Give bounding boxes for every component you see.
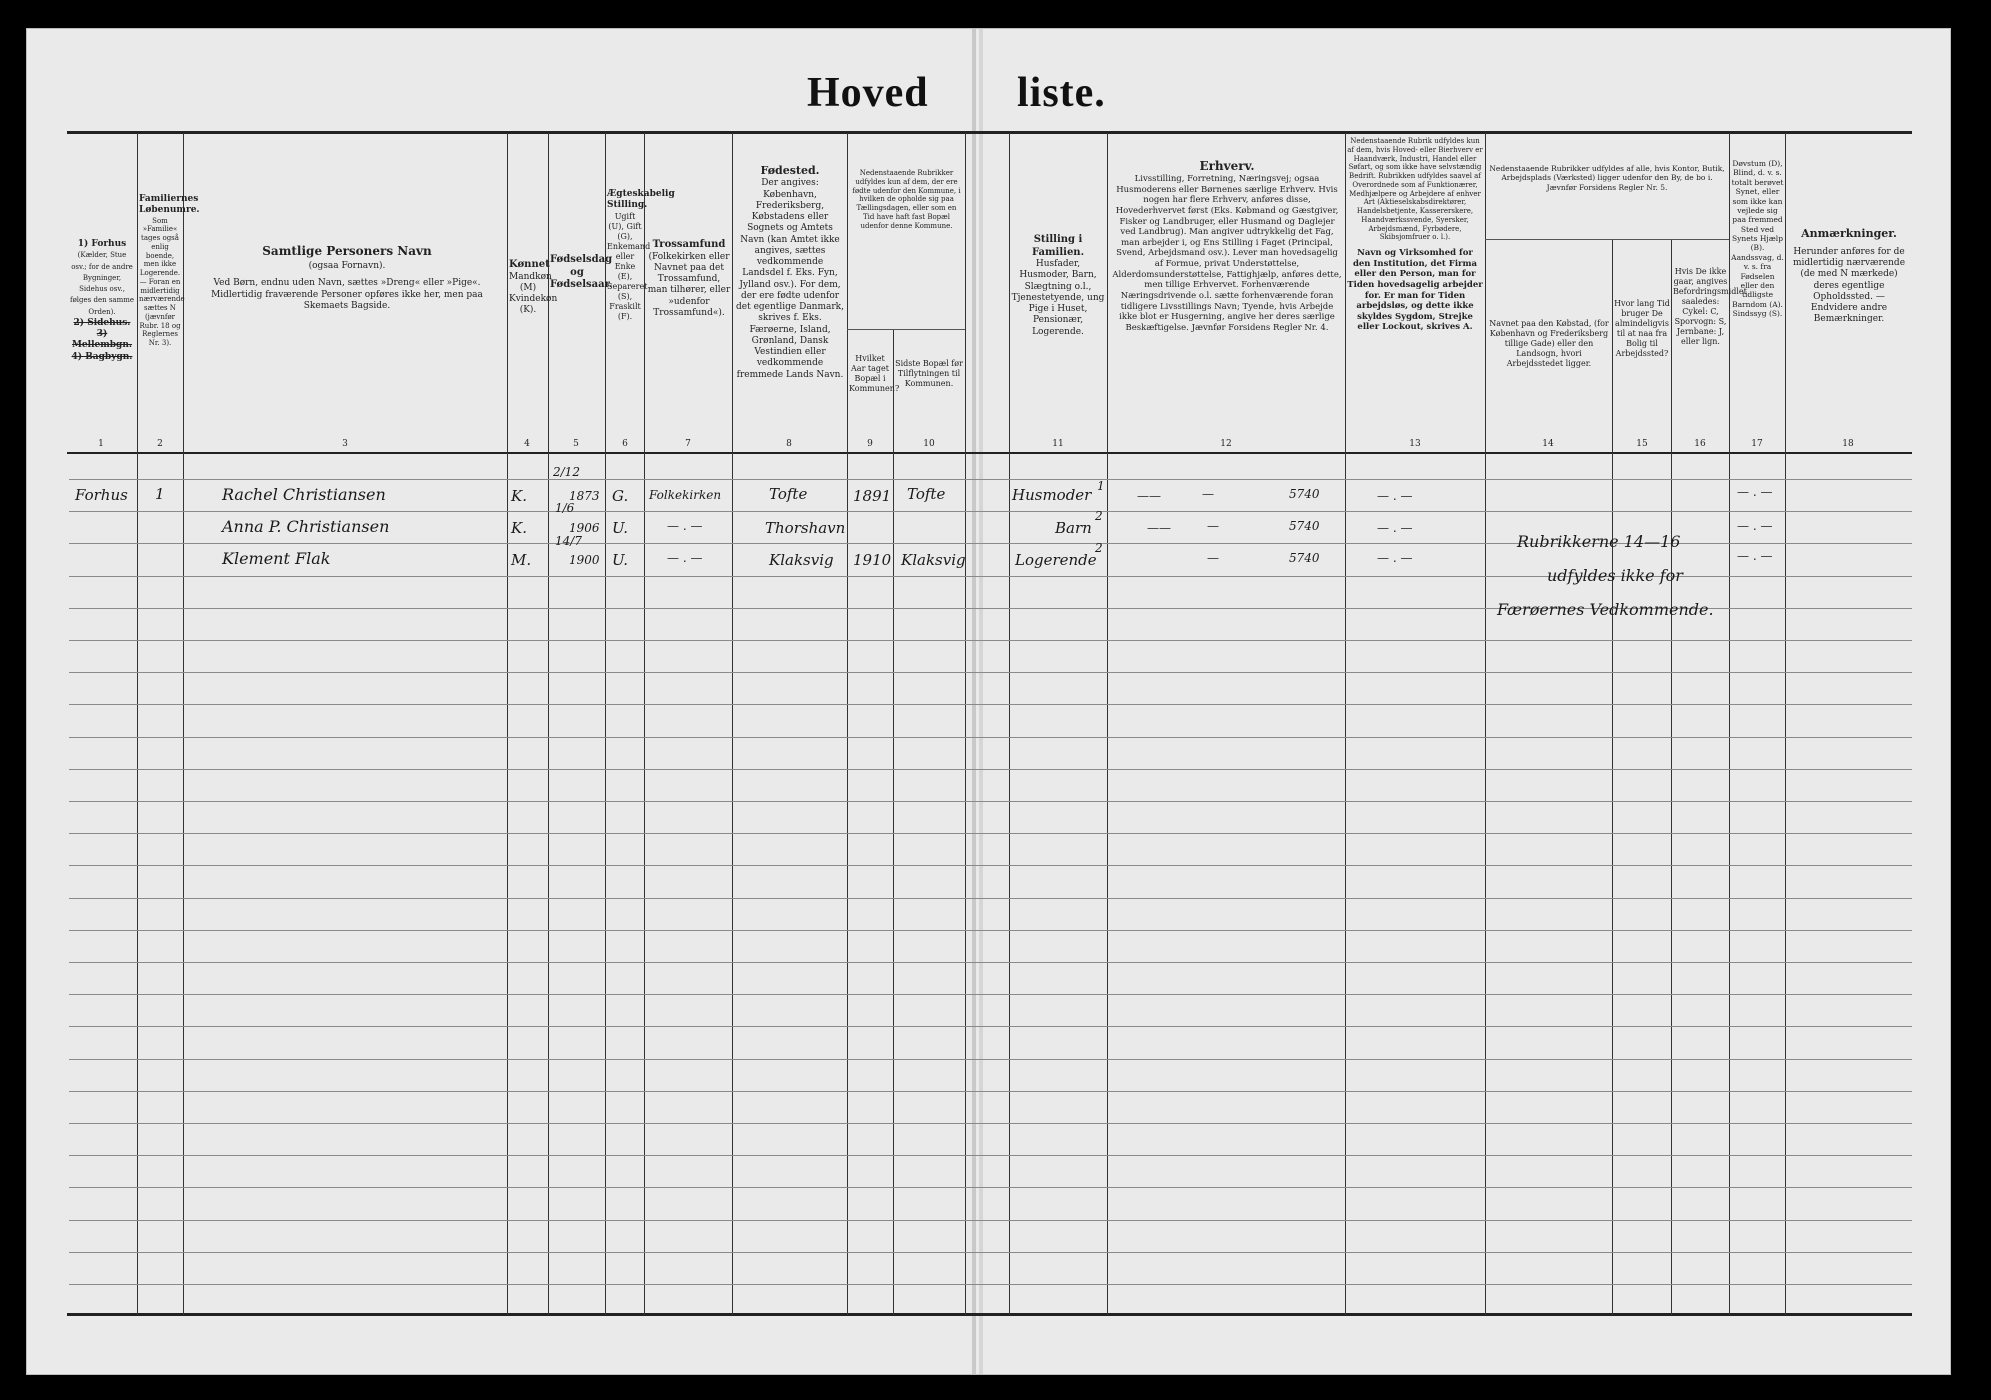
row3-faith: — . —	[667, 551, 703, 565]
column-number: 4	[524, 439, 530, 449]
column-number: 8	[786, 439, 792, 449]
ruled-line	[69, 930, 1912, 931]
header-c1: 1) Forhus (Kælder, Stue osv.; for de andre Bygninger, Sidehus osv., følges den samme Orden). 2) Sidehus. 3) Mellembgn. 4) Bagbygn.	[69, 239, 135, 362]
row3-birthyear: 1900	[569, 553, 600, 567]
ruled-line	[69, 994, 1912, 995]
row2-birthday: 1/6	[555, 501, 575, 515]
header-c4: Kønnet Mandkøn (M) Kvindekøn (K).	[509, 259, 558, 316]
row3-sex: M.	[511, 551, 532, 569]
subheader-rule	[847, 329, 965, 330]
row1-disability: — . —	[1737, 485, 1773, 499]
ruled-line	[69, 1187, 1912, 1188]
note-line-3: Færøernes Vedkommende.	[1497, 600, 1714, 619]
column-number: 10	[923, 439, 935, 449]
ruled-line	[69, 479, 1912, 480]
row3-name: Klement Flak	[222, 549, 331, 568]
col-divider	[1671, 239, 1672, 1315]
header-c11: Stilling i Familien. Husfader, Husmoder, Barn, Slægtning o.l., Tjenestetyende, ung Pige i Huset, Pensionær, Logerende.	[1011, 234, 1105, 337]
header-c14: Navnet paa den Købstad, (for København og Frederiksberg tillige Gade) eller den Landsogn, hvori Arbejdsstedet ligger.	[1489, 319, 1609, 368]
ruled-line	[69, 1091, 1912, 1092]
title-right: liste.	[1017, 70, 1106, 116]
top-rule	[67, 131, 1912, 134]
row1-occupation-dash: ——	[1137, 489, 1161, 503]
ruled-line	[69, 1059, 1912, 1060]
row2-employer: — . —	[1377, 521, 1413, 535]
ruled-line	[69, 1123, 1912, 1124]
row3-occupation-ditto: —	[1207, 551, 1219, 565]
ruled-line	[69, 737, 1912, 738]
ruled-line	[69, 511, 1912, 512]
row1-family-role: Husmoder	[1012, 486, 1092, 504]
row3-disability: — . —	[1737, 549, 1773, 563]
row3-birthplace: Klaksvig	[769, 551, 834, 569]
col-divider	[183, 133, 184, 1315]
row2-occupation-ditto: —	[1207, 519, 1219, 533]
row3-family-role: Logerende	[1015, 551, 1097, 569]
row2-birthplace: Thorshavn	[765, 519, 846, 537]
row1-employer: — . —	[1377, 489, 1413, 503]
note-line-1: Rubrikkerne 14—16	[1517, 532, 1681, 551]
ruled-line	[69, 640, 1912, 641]
page-spine	[972, 29, 976, 1374]
col-divider	[1345, 133, 1346, 1315]
row1-last-home: Tofte	[907, 485, 946, 503]
col-divider	[507, 133, 508, 1315]
row2-occupation-code: 5740	[1289, 519, 1320, 533]
row1-year-moved: 1891	[853, 487, 892, 505]
column-number: 16	[1694, 439, 1706, 449]
column-number: 17	[1751, 439, 1763, 449]
col-divider	[732, 133, 733, 1315]
column-number: 18	[1842, 439, 1854, 449]
row2-disability: — . —	[1737, 519, 1773, 533]
header-c16: Hvis De ikke gaar, angives Befordringsmidlet saaledes: Cykel: C, Sporvogn: S, Jernbane: J, eller lign.	[1673, 267, 1747, 346]
col-divider	[1485, 133, 1486, 1315]
row2-birthyear: 1906	[569, 521, 600, 535]
row1-occupation-code: 5740	[1289, 487, 1320, 501]
ruled-line	[69, 801, 1912, 802]
ruled-line	[69, 898, 1912, 899]
row1-role-mark: 1	[1097, 479, 1105, 493]
row1-sex: K.	[511, 487, 527, 505]
row2-sex: K.	[511, 519, 527, 537]
column-number: 5	[573, 439, 579, 449]
row3-civil-status: U.	[612, 551, 629, 569]
column-number: 15	[1636, 439, 1648, 449]
row1-building: Forhus	[75, 486, 128, 504]
header-c8: Fødested. Der angives: København, Frederiksberg, Købstadens eller Sognets og Amtets Navn (kan Amtet ikke angives, sættes vedkommende Landsdel f. Eks. Fyn, Jylland osv.). For dem, der ere fødte udenfor det egentlige Danmark, skrives f. Eks. Færøerne, Island, Grønland, Dansk Vestindien eller vedkommende fremmede Lands Navn.	[736, 164, 844, 380]
header-c17: Døvstum (D), Blind, d. v. s. totalt berøvet Synet, eller som ikke kan vejlede sig paa fremmed Sted ved Synets Hjælp (B). Aandssvag, d. v. s. fra Fødselen eller den tidligste Barndom (A). Sindssyg (S).	[1731, 159, 1784, 318]
row2-role-mark: 2	[1095, 509, 1103, 523]
header-c6: Ægteskabelig Stilling. Ugift (U), Gift (G), Enkemand eller Enke (E), Separeret (S), Fraskilt (F).	[607, 189, 675, 321]
header-c9-10: Nedenstaaende Rubrikker udfyldes kun af dem, der ere fødte udenfor den Kommune, i hvilken de opholde sig paa Tællingsdagen, eller som en Tid have haft fast Bopæl udenfor denne Kommune.	[852, 169, 961, 230]
ruled-line	[69, 769, 1912, 770]
bottom-rule	[67, 1313, 1912, 1316]
row1-birthyear: 1873	[569, 489, 600, 503]
col-divider	[1785, 133, 1786, 1315]
row1-faith: Folkekirken	[649, 488, 722, 502]
col-divider	[548, 133, 549, 1315]
header-c15: Hvor lang Tid bruger De almindeligvis til at naa fra Bolig til Arbejdssted?	[1614, 299, 1670, 358]
col-divider	[1107, 133, 1108, 1315]
column-number: 9	[867, 439, 873, 449]
header-c2: Familiernes Løbenumre. Som »Familie« tages også enlig boende, men ikke Logerende. — Foran en midlertidig nærværende sættes N (jævnfør Rubr. 18 og Reglernes Nr. 3).	[139, 194, 200, 347]
row3-occupation-code: 5740	[1289, 551, 1320, 565]
header-c10: Sidste Bopæl før Tilflytningen til Kommunen.	[895, 359, 963, 388]
row2-occupation-dash: ——	[1147, 521, 1171, 535]
ruled-line	[69, 704, 1912, 705]
col-divider	[1729, 133, 1730, 1315]
row1-birthplace: Tofte	[769, 485, 808, 503]
col-divider	[1009, 133, 1010, 1315]
header-c7: Trossamfund (Folkekirken eller Navnet paa det Trossamfund, man tilhører, eller »udenfor Trossamfund«).	[647, 239, 731, 318]
ruled-line	[69, 1155, 1912, 1156]
col-divider	[965, 133, 966, 1315]
col-divider	[1612, 239, 1613, 1315]
ruled-line	[69, 865, 1912, 866]
col-divider	[605, 133, 606, 1315]
col-divider	[847, 133, 848, 1315]
column-number: 3	[342, 439, 348, 449]
page-spine-shadow	[979, 29, 983, 1374]
row2-name: Anna P. Christiansen	[222, 517, 390, 536]
column-number: 7	[685, 439, 691, 449]
ruled-line	[69, 672, 1912, 673]
column-number: 12	[1220, 439, 1232, 449]
column-number: 1	[98, 439, 104, 449]
title-left: Hoved	[807, 70, 929, 116]
column-number: 14	[1542, 439, 1554, 449]
header-c3: Samtlige Personers Navn (ogsaa Fornavn). Ved Børn, endnu uden Navn, sættes »Dreng« eller »Pige«. Midlertidig fraværende Personer opføres ikke her, men paa Skemaets Bagside.	[211, 244, 483, 311]
ruled-line	[69, 962, 1912, 963]
column-number: 2	[157, 439, 163, 449]
column-number: 13	[1409, 439, 1421, 449]
note-line-2: udfyldes ikke for	[1547, 566, 1683, 585]
row3-last-home: Klaksvig	[901, 551, 966, 569]
census-sheet	[26, 28, 1951, 1375]
row3-employer: — . —	[1377, 551, 1413, 565]
ruled-line	[69, 1284, 1912, 1285]
header-c18: Anmærkninger. Herunder anføres for de midlertidig nærværende (de med N mærkede) deres egentlige Opholdssted. — Endvidere andre Bemærkninger.	[1792, 227, 1906, 325]
ruled-line	[69, 1252, 1912, 1253]
header-c14-16: Nedenstaaende Rubrikker udfyldes af alle, hvis Kontor, Butik, Arbejdsplads (Værksted) ligger udenfor den By, de bo i. Jævnfør Forsidens Regler Nr. 5.	[1489, 164, 1725, 192]
subheader-rule	[1485, 239, 1729, 240]
header-c5: Fødselsdag og Fødselsaar.	[550, 254, 613, 290]
row3-year-moved: 1910	[853, 551, 892, 569]
header-c13: Nedenstaaende Rubrik udfyldes kun af dem, hvis Hoved- eller Bierhverv er Haandværk, Industri, Handel eller Søfart, og som ikke have selvstændig Bedrift. Rubrikken udfyldes saavel af Overordnede som af Funktionærer, Medhjælpere og Arbejdere af enhver Art (Aktieselskabsdirektører, Handelsbetjente, Kassererskere, Haandværkssvende, Syersker, Arbejdsmænd, Fyrbødere, Skibsjomfruer o. l.). Navn og Virksomhed for den Institution, det Firma eller den Person, man for Tiden hovedsagelig arbejder for. Er man for Tiden arbejdsløs, og dette ikke skyldes Sygdom, Strejke eller Lockout, skrives A.	[1347, 137, 1483, 333]
row3-birthday: 14/7	[555, 534, 582, 548]
column-number: 6	[622, 439, 628, 449]
col-divider	[644, 133, 645, 1315]
ruled-line	[69, 833, 1912, 834]
col-divider	[137, 133, 138, 1315]
row1-civil-status: G.	[612, 487, 629, 505]
header-c9: Hvilket Aar taget Bopæl i Kommunen?	[849, 354, 900, 393]
column-number: 11	[1052, 439, 1064, 449]
header-c12: Erhverv. Livsstilling, Forretning, Næringsvej; ogsaa Husmoderens eller Børnenes særlige Erhverv. Hvis nogen har flere Erhverv, anføres disse, Hovederhvervet først (Eks. Købmand og Gæstgiver, Fisker og Landbruger, eller Husmand og Daglejer ved Landbrug). Man angiver udtrykkelig det Fag, man arbejder i, og Ens Stilling i Faget (Principal, Svend, Arbejdsmand osv.). Lever man hovedsagelig af Formue, privat Understøttelse, Alderdomsunderstøttelse, Fattighjælp, anføres dette, men tillige Erhvervet. Forhenværende Næringsdrivende o.l. sætte forhenværende foran tidligere Livsstillings Navn; Tyende, hvis Arbejde ikke blot er Husgerning, angive her deres særlige Beskæftigelse. Jævnfør Forsidens Regler Nr. 4.	[1112, 159, 1342, 333]
row1-birthday: 2/12	[553, 465, 580, 479]
row2-civil-status: U.	[612, 519, 629, 537]
row2-family-role: Barn	[1055, 519, 1092, 537]
header-rule	[67, 452, 1912, 454]
row1-family-number: 1	[155, 485, 165, 503]
ruled-line	[69, 1026, 1912, 1027]
row2-faith: — . —	[667, 519, 703, 533]
row3-role-mark: 2	[1095, 541, 1103, 555]
row1-name: Rachel Christiansen	[222, 485, 386, 504]
col-divider	[893, 329, 894, 1315]
ruled-line	[69, 1220, 1912, 1221]
row1-occupation-ditto: —	[1202, 487, 1214, 501]
